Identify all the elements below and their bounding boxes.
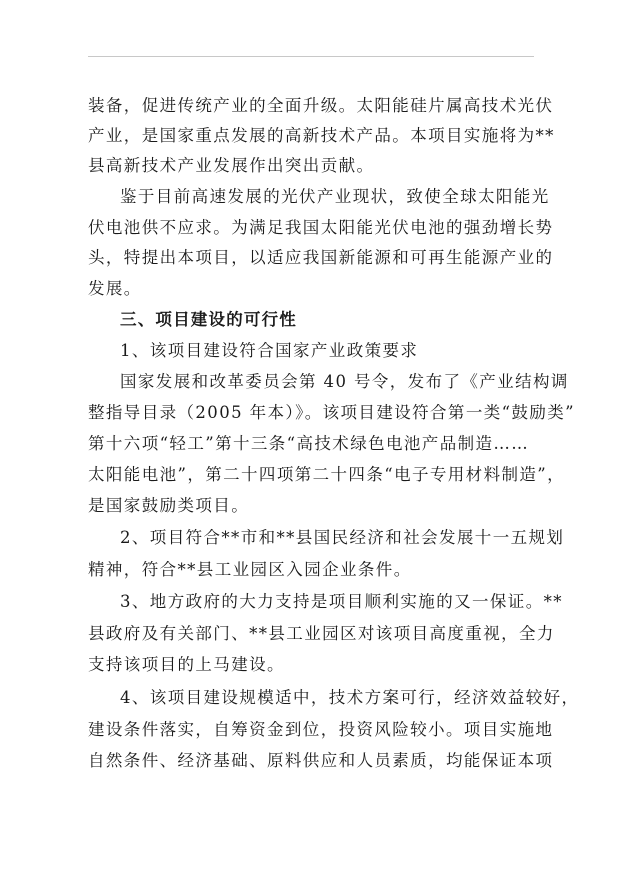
section-heading: 三、项目建设的可行性 (120, 310, 297, 329)
text-line: 4、该项目建设规模适中，技术方案可行，经济效益较好， (120, 688, 580, 707)
text-line: 县高新技术产业发展作出突出贡献。 (88, 156, 375, 175)
text-line: 发展。 (88, 279, 142, 298)
text-line: 太阳能电池”，第二十四项第二十四条“电子专用材料制造”， (88, 465, 566, 484)
header-rule (88, 56, 534, 57)
text-line: 第十六项“轻工”第十三条“高技术绿色电池产品制造…… (88, 434, 530, 453)
text-line: 头，特提出本项目，以适应我国新能源和可再生能源产业的 (88, 248, 554, 267)
text-line: 自然条件、经济基础、原料供应和人员素质，均能保证本项 (88, 751, 554, 770)
text-line: 精神，符合**县工业园区入园企业条件。 (88, 560, 412, 579)
text-line: 建设条件落实，自筹资金到位，投资风险较小。项目实施地 (88, 720, 554, 739)
text-line: 支持该项目的上马建设。 (88, 655, 285, 674)
text-line: 1、该项目建设符合国家产业政策要求 (120, 341, 419, 360)
text-line: 伏电池供不应求。为满足我国太阳能光伏电池的强劲增长势 (88, 218, 554, 237)
text-line: 2、项目符合**市和**县国民经济和社会发展十一五规划 (120, 528, 565, 547)
text-line: 产业，是国家重点发展的高新技术产品。本项目实施将为** (88, 126, 555, 145)
text-line: 装备，促进传统产业的全面升级。太阳能硅片属高技术光伏 (88, 96, 554, 115)
text-line: 国家发展和改革委员会第 40 号令，发布了《产业结构调 (120, 372, 569, 391)
text-line: 县政府及有关部门、**县工业园区对该项目高度重视，全力 (88, 624, 555, 643)
text-line: 鉴于目前高速发展的光伏产业现状，致使全球太阳能光 (120, 187, 550, 206)
text-line: 整指导目录（2005 年本）》。该项目建设符合第一类“鼓励类” (88, 403, 576, 422)
text-line: 是国家鼓励类项目。 (88, 496, 250, 515)
text-line: 3、地方政府的大力支持是项目顺利实施的又一保证。** (120, 592, 563, 611)
